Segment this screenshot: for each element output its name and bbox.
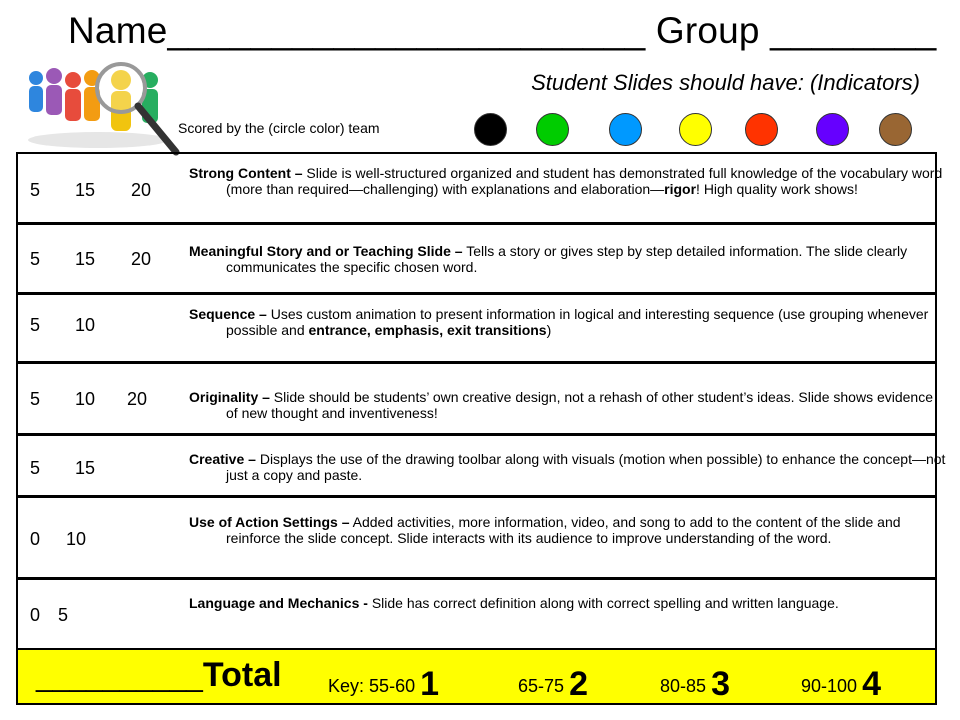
row-criterion: Use of Action Settings – [189,514,350,530]
row-points: 5 10 20 [30,389,148,409]
person-icon [46,68,62,115]
score-key-2: 65-75 2 [518,665,588,703]
rubric-row [18,295,935,364]
rubric-table [16,152,946,705]
total-bar [18,650,935,703]
indicator-dot-brown [879,113,912,146]
row-points: 5 15 20 [30,249,152,269]
row-description: Use of Action Settings – Added activities, more information, video, and song to add to the content of the slide and reinforce the slide concept. Slide interacts with its audience to improve understanding of the word. [189,514,901,546]
total-label: __________Total [36,656,282,694]
row-description: Sequence – Uses custom animation to present information in logical and interesting sequence (use grouping whenever possible and entrance, emphasis, exit transitions) [189,306,929,338]
page-title: Name_______________________ Group ________ [68,10,937,51]
row-criterion: Language and Mechanics - [189,595,368,611]
row-points: 0 5 [30,605,69,625]
row-criterion: Originality – [189,389,270,405]
indicator-dot-black [474,113,507,146]
indicator-dot-green [536,113,569,146]
row-description: Originality – Slide should be students’ own creative design, not a rehash of other student’s ideas. Slide shows evidence of new thought and inventiveness! [189,389,934,421]
rubric-row [18,154,943,225]
row-criterion: Creative – [189,451,256,467]
row-points: 5 15 20 [30,180,152,200]
row-description: Creative – Displays the use of the drawing toolbar along with visuals (motion when possible) to enhance the concept—not just a copy and paste. [189,451,946,483]
row-criterion: Meaningful Story and or Teaching Slide – [189,243,463,259]
score-key-4: 90-100 4 [801,665,881,703]
rubric-row [18,225,935,295]
person-icon [29,71,43,112]
row-description: Language and Mechanics - Slide has correct definition along with correct spelling and written language. [189,595,839,611]
rubric-row [18,364,935,436]
indicator-dot-red [745,113,778,146]
row-points: 0 10 [30,529,87,549]
rubric-row [18,436,946,498]
indicator-dot-purple [816,113,849,146]
row-description: Strong Content – Slide is well-structured organized and student has demonstrated full knowledge of the vocabulary word (more than required—challenging) with explanations and elaboration—rigor! High quality work shows! [189,165,943,197]
row-points: 5 10 [30,315,96,335]
rubric-row [18,498,935,580]
row-criterion: Strong Content – [189,165,303,181]
row-criterion: Sequence – [189,306,267,322]
total-blank[interactable]: __________ [36,660,203,693]
rubric-row [18,580,935,650]
subtitle: Student Slides should have: (Indicators) [531,70,920,95]
person-icon [65,72,81,121]
score-key-3: 80-85 3 [660,665,730,703]
row-description: Meaningful Story and or Teaching Slide – Tells a story or gives step by step detailed information. The slide clearly communicates the specific chosen word. [189,243,908,275]
score-key-1: Key: 55-60 1 [328,665,440,703]
row-points: 5 15 [30,458,96,478]
indicator-dot-blue [609,113,642,146]
scored-by-label: Scored by the (circle color) team [178,120,380,136]
indicator-dot-yellow [679,113,712,146]
